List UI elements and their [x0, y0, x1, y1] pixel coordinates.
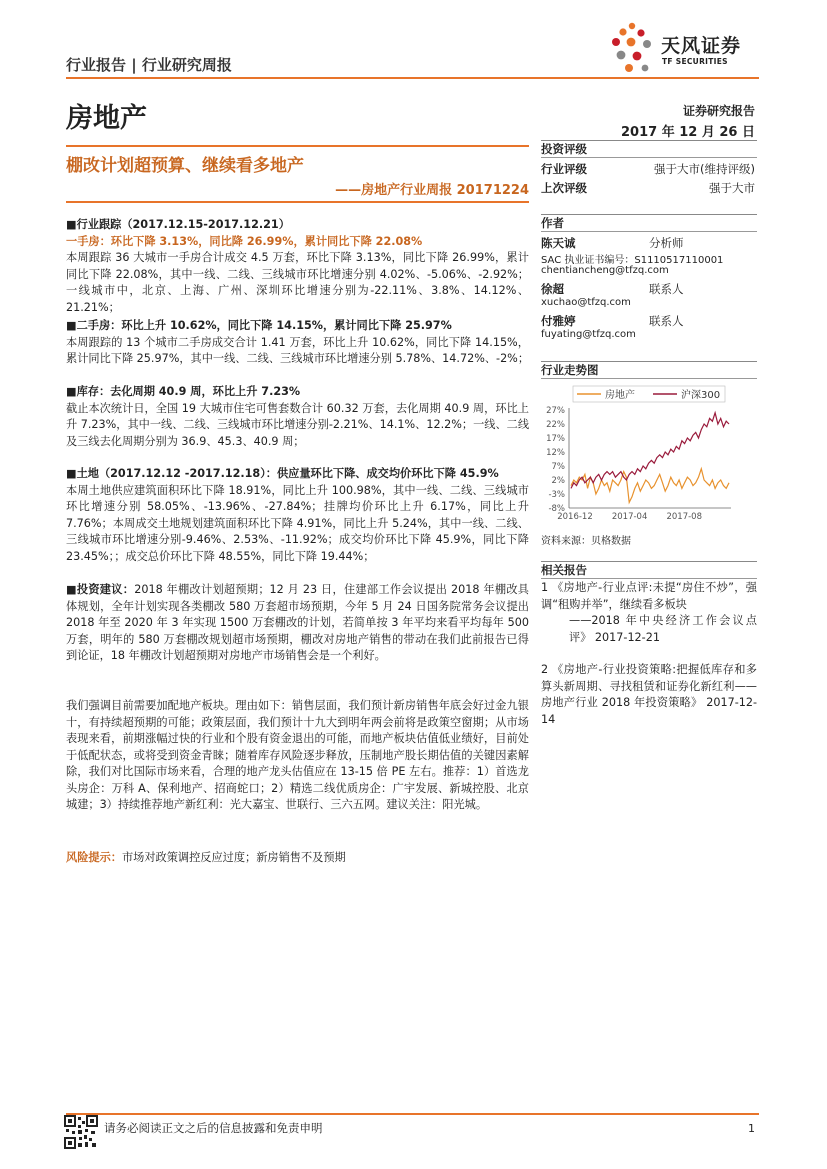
paragraph: 截止本次统计日，全国 19 大城市住宅可售套数合计 60.32 万套，去化周期 40.9 周，环比上升 7.23%，其中一线、二线、三线城市环比增速分别-2.21%、14.1%、12.2%；一线、二线及三线去化周期分别为 36.9、45.3、40.9 周； [66, 401, 530, 448]
paragraph: 本周土地供应建筑面积环比下降 18.91%，同比上升 100.98%，其中一线、二线、三线城市环比增速分别 58.05%、-13.96%、-27.84%；挂牌均价环比上升 6.17%，同比上升 7.76%；本周成交土地规划建筑面积环比下降 4.91%，同比上升 5.24%，其中一线、二线、三线城市环比增速分别-9.46%、2.53%、-11.92%；成交均价环比下降 45.9%，同比下降 23.45%；；成交总价环比下降 48.55%，同比下降 19.44%； [66, 483, 529, 563]
report-subheadline: ——房地产行业周报 20171224 [335, 183, 529, 198]
section-heading: ■投资建议： [66, 583, 135, 596]
chart-source: 资料来源：贝格数据 [541, 536, 631, 547]
prev-rating-label: 上次评级 [541, 181, 587, 195]
y-tick-label: -3% [548, 490, 565, 500]
related-report-1[interactable] [541, 580, 757, 646]
risk-label: 风险提示： [66, 851, 122, 864]
page-number: 1 [748, 1122, 755, 1135]
rating-title: 投资评级 [541, 142, 587, 156]
section-second-hand [66, 318, 529, 368]
paragraph: 本周跟踪 36 大城市一手房合计成交 4.5 万套，环比下降 3.13%，同比下降 26.99%，累计同比下降 22.08%，其中一线、二线、三线城市环比增速分别 4.02%、-5.06%、-2.92%；一线城市中，北京、上海、广州、深圳环比增速分别为-22.11%、3.8%、14.12%、21.21%； [66, 251, 529, 314]
y-tick-label: 22% [546, 420, 565, 430]
author-role: 分析师 [649, 236, 684, 250]
x-tick-label: 2016-12 [557, 512, 593, 522]
prev-rating-value: 强于大市 [709, 181, 755, 195]
logo-dot [633, 52, 642, 61]
logo-dot [643, 40, 651, 48]
logo-dot [627, 38, 636, 47]
logo-subname: TF SECURITIES [662, 57, 728, 66]
author-email[interactable]: fuyating@tfzq.com [541, 329, 636, 340]
sidebar-rule [541, 231, 757, 232]
related-report-title: 2 《房地产-行业投资策略:把握低库存和多算头新周期、寻找租赁和证券化新红利——房地产行业 2018 年投资策略》 2017-12-14 [541, 663, 757, 726]
x-tick-label: 2017-04 [611, 512, 648, 522]
logo-dot [629, 23, 635, 29]
author-email[interactable]: xuchao@tfzq.com [541, 297, 631, 308]
author-role: 联系人 [649, 314, 684, 328]
author-name: 陈天诚 [541, 236, 576, 250]
report-headline: 棚改计划超预算、继续看多地产 [66, 156, 304, 176]
section-risk [66, 850, 529, 867]
sidebar-rule [541, 578, 757, 579]
author-name: 徐超 [541, 282, 564, 296]
qr-code-icon [64, 1115, 98, 1149]
section-heading: ■行业跟踪（2017.12.15-2017.12.21） [66, 218, 290, 231]
section-recommendation [66, 698, 529, 814]
sidebar-rule [541, 214, 757, 215]
author-sac: SAC 执业证书编号：S1110517110001 [541, 255, 724, 266]
related-report-title: 1 《房地产-行业点评:未提“房住不炒”，强调“租购并举”，继续看多板块 [541, 581, 757, 611]
section-heading: ■库存：去化周期 40.9 周，环比上升 7.23% [66, 385, 301, 398]
author-email[interactable]: chentiancheng@tfzq.com [541, 265, 669, 276]
y-tick-label: 2% [551, 476, 565, 486]
logo-dot [642, 65, 649, 72]
x-tick-label: 2017-08 [666, 512, 702, 522]
logo-dot [619, 28, 626, 35]
sidebar-rule [541, 157, 757, 158]
footer-disclaimer: 请务必阅读正文之后的信息披露和免责申明 [104, 1121, 323, 1135]
paragraph: 我们强调目前需要加配地产板块。理由如下：销售层面，我们预计新房销售年底会好过金九银十，有持续超预期的可能；政策层面，我们预计十九大到明年两会前将是政策空窗期；从市场表现来看，前期涨幅过快的行业和个股有资金退出的可能，而地产板块估值低业绩好，目前处于低配状态，或将受到资金青睐；随着库存风险逐步释放，压制地产股长期估值的关键因素解除，我们对比国际市场来看，合理的地产龙头估值应在 13-15 倍 PE 左右。推荐：1）首选龙头房企：万科 A、保利地产、招商蛇口；2）精选二线优质房企：广宇发展、新城控股、北京城建；3）持续推荐地产新红利：光大嘉宝、世联行、三六五网。建议关注：阳光城。 [66, 699, 529, 811]
section-heading: ■土地（2017.12.12 -2017.12.18）：供应量环比下降、成交均价环比下降 45.9% [66, 467, 499, 480]
logo-dot [612, 38, 620, 46]
report-type: 证券研究报告 [682, 104, 755, 118]
logo-dot [617, 51, 626, 60]
y-tick-label: 7% [551, 462, 565, 472]
headline-rule [66, 145, 529, 147]
y-tick-label: 17% [546, 434, 565, 444]
y-tick-label: -8% [548, 504, 565, 514]
industry-trend-chart [541, 382, 757, 524]
authors-title: 作者 [541, 216, 564, 230]
risk-text: 市场对政策调控反应过度；新房销售不及预期 [121, 851, 346, 864]
section-land [66, 466, 529, 565]
paragraph: 本周跟踪的 13 个城市二手房成交合计 1.41 万套，环比上升 10.62%，同比下降 14.15%，累计同比下降 25.97%，其中一线、二线、三线城市环比增速分别 5.78%、14.72%、-2%； [66, 335, 530, 365]
industry-title: 房地产 [66, 103, 147, 134]
header-rule [66, 77, 759, 79]
related-title: 相关报告 [541, 563, 587, 577]
legend-label: 沪深300 [681, 390, 721, 401]
series-line-hs300 [571, 413, 729, 489]
report-date: 2017 年 12 月 26 日 [621, 125, 755, 140]
footer-rule [66, 1113, 759, 1115]
section-heading: ■二手房：环比上升 10.62%，同比下降 14.15%，累计同比下降 25.97% [66, 319, 452, 332]
related-report-2[interactable] [541, 662, 757, 728]
legend-label: 房地产 [605, 390, 635, 401]
headline-bottom-rule [66, 201, 529, 203]
logo-dot [637, 29, 644, 36]
paragraph: 2018 年棚改计划超预期；12 月 23 日，住建部工作会议提出 2018 年棚改具体规划，全年计划实现各类棚改 580 万套超市场预期，今年 5 月 24 日国务院常务会议提出 2018 年至 2020 年 3 年实现 1500 万套棚改的计划，若简单按 3 年平均来看平均每年 500 万套，明年的 580 万套棚改规划超市场预期，棚改对房地产销售的带动在我们此前报告已得到论证，18 年棚改计划超预期对房地产市场销售会是一个利好。 [66, 583, 529, 662]
industry-rating-value: 强于大市(维持评级) [654, 162, 755, 176]
industry-rating-label: 行业评级 [541, 162, 587, 176]
logo-dot [625, 64, 633, 72]
section-tracking [66, 217, 529, 316]
trend-title: 行业走势图 [541, 363, 599, 377]
series-line-real-estate [571, 469, 729, 503]
section-investment [66, 582, 529, 665]
logo-name: 天风证券 [661, 35, 742, 57]
author-name: 付雅婷 [541, 314, 576, 328]
y-tick-label: 27% [546, 406, 565, 416]
related-report-subtitle: ——2018 年中央经济工作会议点评》 2017-12-21 [569, 614, 757, 644]
author-role: 联系人 [649, 282, 684, 296]
section-subheading: 一手房：环比下降 3.13%，同比降 26.99%，累计同比下降 22.08% [66, 234, 423, 248]
y-tick-label: 12% [546, 448, 565, 458]
sidebar-rule [541, 378, 757, 379]
section-inventory [66, 384, 529, 450]
breadcrumb: 行业报告 | 行业研究周报 [66, 56, 232, 74]
